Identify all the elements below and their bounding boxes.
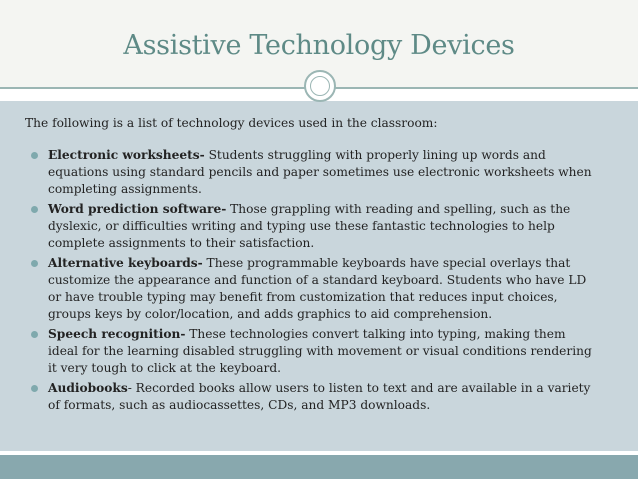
bullet-icon <box>31 152 38 159</box>
item-term: Audiobooks <box>48 381 128 395</box>
item-description: These programmable keyboards have special overlays that customize the appearance and function of a standard keyboard. Students who have LD or have trouble typing may benefit from customization that reduces input choices, groups keys by color/location, and adds graphics to aid comprehension. <box>48 256 587 321</box>
list-item <box>28 147 598 198</box>
bullet-icon <box>31 331 38 338</box>
item-term: Alternative keyboards- <box>48 256 203 270</box>
bullet-icon <box>31 260 38 267</box>
item-description: These technologies convert talking into typing, making them ideal for the learning disabled struggling with movement or visual conditions rendering it very tough to click at the keyboard. <box>48 327 592 375</box>
circle-ornament-icon <box>304 70 336 102</box>
list-item <box>28 255 598 323</box>
item-term: Word prediction software- <box>48 202 227 216</box>
item-term: Speech recognition- <box>48 327 186 341</box>
intro-text: The following is a list of technology devices used in the classroom: <box>25 116 438 130</box>
item-description: Those grappling with reading and spelling, such as the dyslexic, or difficulties writing and typing use these fantastic technologies to help complete assignments to their satisfaction. <box>48 202 571 250</box>
device-list <box>28 147 598 414</box>
bullet-icon <box>31 385 38 392</box>
footer-band <box>0 455 638 479</box>
item-description: Students struggling with properly lining up words and equations using standard pencils and paper sometimes use electronic worksheets when completing assignments. <box>48 148 592 196</box>
item-term: Electronic worksheets- <box>48 148 205 162</box>
list-item <box>28 326 598 377</box>
item-description: - Recorded books allow users to listen to text and are available in a variety of formats, such as audiocassettes, CDs, and MP3 downloads. <box>48 381 591 412</box>
slide-body <box>25 115 598 417</box>
bullet-icon <box>31 206 38 213</box>
list-item <box>28 380 598 414</box>
slide-title: Assistive Technology Devices <box>123 30 515 61</box>
list-item <box>28 201 598 252</box>
